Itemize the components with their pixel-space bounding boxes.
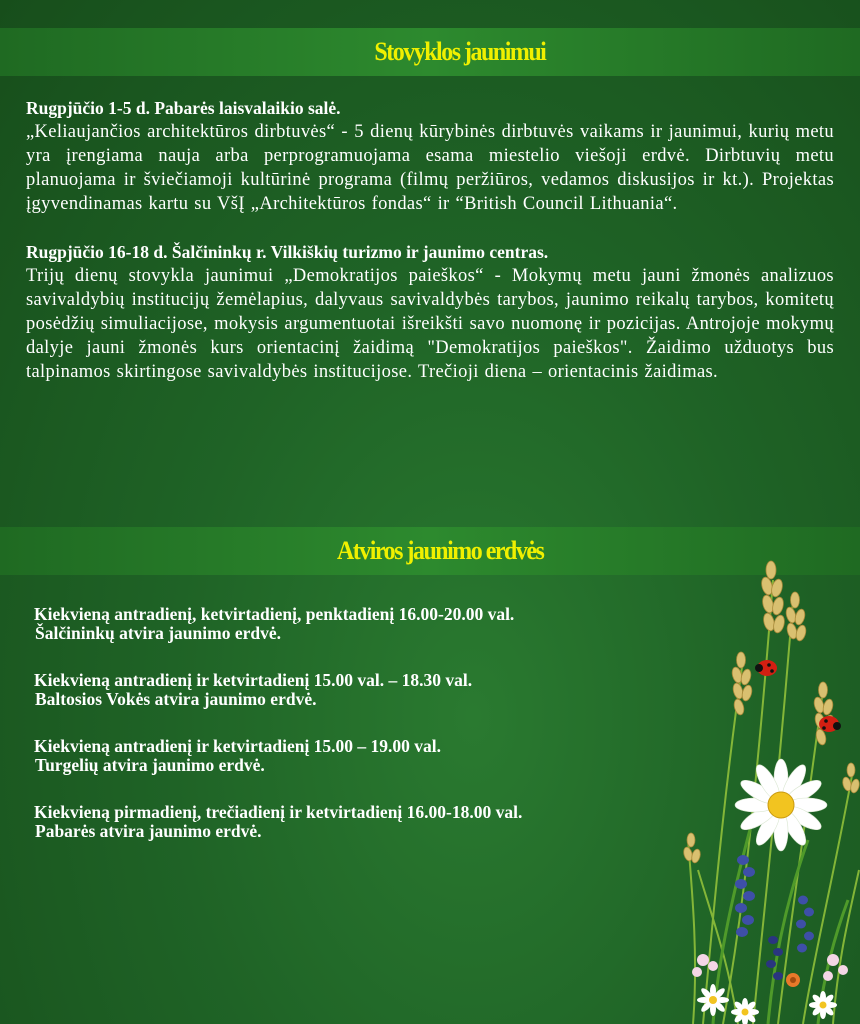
- youth-space-3-place: Turgelių atvira jaunimo erdvė.: [35, 755, 265, 775]
- camp-event-2: [26, 240, 834, 384]
- youth-space-4-schedule: Kiekvieną pirmadienį, trečiadienį ir ketvirtadienį 16.00-18.00 val.: [34, 802, 523, 822]
- youth-space-item-3: [34, 737, 674, 775]
- youth-space-4-place: Pabarės atvira jaunimo erdvė.: [35, 821, 262, 841]
- camps-section-title: Stovyklos jaunimui: [374, 37, 546, 66]
- youth-space-2-schedule: Kiekvieną antradienį ir ketvirtadienį 15.00 val. – 18.30 val.: [34, 670, 473, 690]
- youth-space-item-2: [34, 671, 674, 709]
- youth-space-3-schedule: Kiekvieną antradienį ir ketvirtadienį 15.00 – 19.00 val.: [34, 736, 442, 756]
- wildflowers-wheat-ladybugs-icon: [683, 540, 860, 1024]
- camps-section: [26, 96, 834, 384]
- youth-space-2-place: Baltosios Vokės atvira jaunimo erdvė.: [35, 689, 317, 709]
- camp-event-2-text: Trijų dienų stovykla jaunimui „Demokratijos paieškos“ - Mokymų metu jauni žmonės analizuos savivaldybių institucijų žemėlapius, dalyvaus savivaldybės tarybos, jaunimo reikalų tarybos, komitetų posėdžių simuliacijose, mokysis argumentuotai išreikšti savo nuomonę ir pozicijas. Antrojoje mokymų dalyje jauni žmonės kurs orientacinį žaidimą "Demokratijos paieškos". Žaidimo užduotys bus talpinamos skirtingose savivaldybės institucijose. Trečioji diena – orientacinis žaidimas.: [26, 266, 834, 382]
- youth-space-item-4: [34, 803, 674, 841]
- youth-spaces-section-title: Atviros jaunimo erdvės: [336, 536, 544, 565]
- youth-space-item-1: [34, 605, 674, 643]
- youth-space-1-schedule: Kiekvieną antradienį, ketvirtadienį, penktadienį 16.00-20.00 val.: [34, 604, 515, 624]
- camps-header-band: [0, 28, 860, 76]
- youth-space-1-place: Šalčininkų atvira jaunimo erdvė.: [35, 623, 281, 643]
- youth-spaces-section: [34, 605, 674, 869]
- camp-event-1-heading: Rugpjūčio 1-5 d. Pabarės laisvalaikio salė.: [26, 98, 341, 118]
- camp-event-1-text: „Keliaujančios architektūros dirbtuvės“ - 5 dienų kūrybinės dirbtuvės vaikams ir jaunimui, kurių metu yra įrengiama nauja arba perprogramuojama esama miestelio viešoji erdvė. Dirbtuvių metu planuojama ir šviečiamoji kultūrinė programa (filmų peržiūros, vedamos diskusijos ir kt.). Projektas įgyvendinamas kartu su VšĮ „Architektūros fondas“ ir “British Council Lithuania“.: [26, 122, 834, 214]
- camp-event-1: [26, 96, 834, 216]
- camp-event-2-heading: Rugpjūčio 16-18 d. Šalčininkų r. Vilkiškių turizmo ir jaunimo centras.: [26, 242, 549, 262]
